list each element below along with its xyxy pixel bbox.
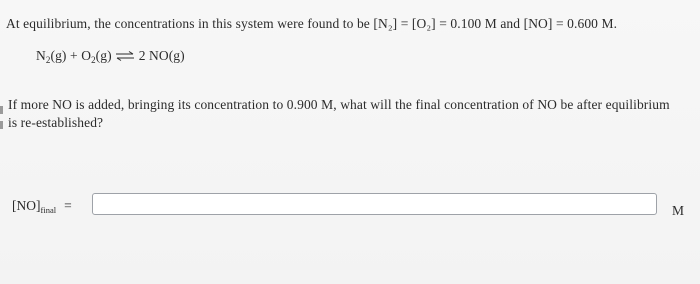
answer-label bbox=[12, 198, 72, 214]
reaction-equation bbox=[36, 48, 185, 64]
equals-sign: = bbox=[64, 198, 72, 213]
equilibrium-arrows-icon bbox=[115, 49, 135, 65]
equilibrium-intro-text: At equilibrium, the concentrations in this system were found to be [N₂] = [O₂] = 0.100 M and [NO] = 0.600 M. bbox=[6, 16, 618, 31]
plus-sign: + bbox=[70, 48, 78, 63]
product-no: 2 NO(g) bbox=[138, 48, 185, 63]
question-prompt-line2: is re-established? bbox=[8, 115, 104, 130]
question-prompt-line1: If more NO is added, bringing its concentration to 0.900 M, what will the final concentration of NO be after equilibrium bbox=[8, 97, 670, 112]
reactant-n2: $N_2(g)$ bbox=[36, 48, 67, 65]
margin-marker bbox=[0, 121, 3, 129]
margin-marker bbox=[0, 106, 3, 114]
reactant-o2: $O_2(g)$ bbox=[81, 48, 112, 65]
answer-input[interactable] bbox=[92, 193, 657, 215]
unit-label: M bbox=[672, 203, 685, 218]
answer-label-main: [NO] bbox=[12, 198, 41, 213]
answer-label-subscript: final bbox=[40, 205, 57, 215]
